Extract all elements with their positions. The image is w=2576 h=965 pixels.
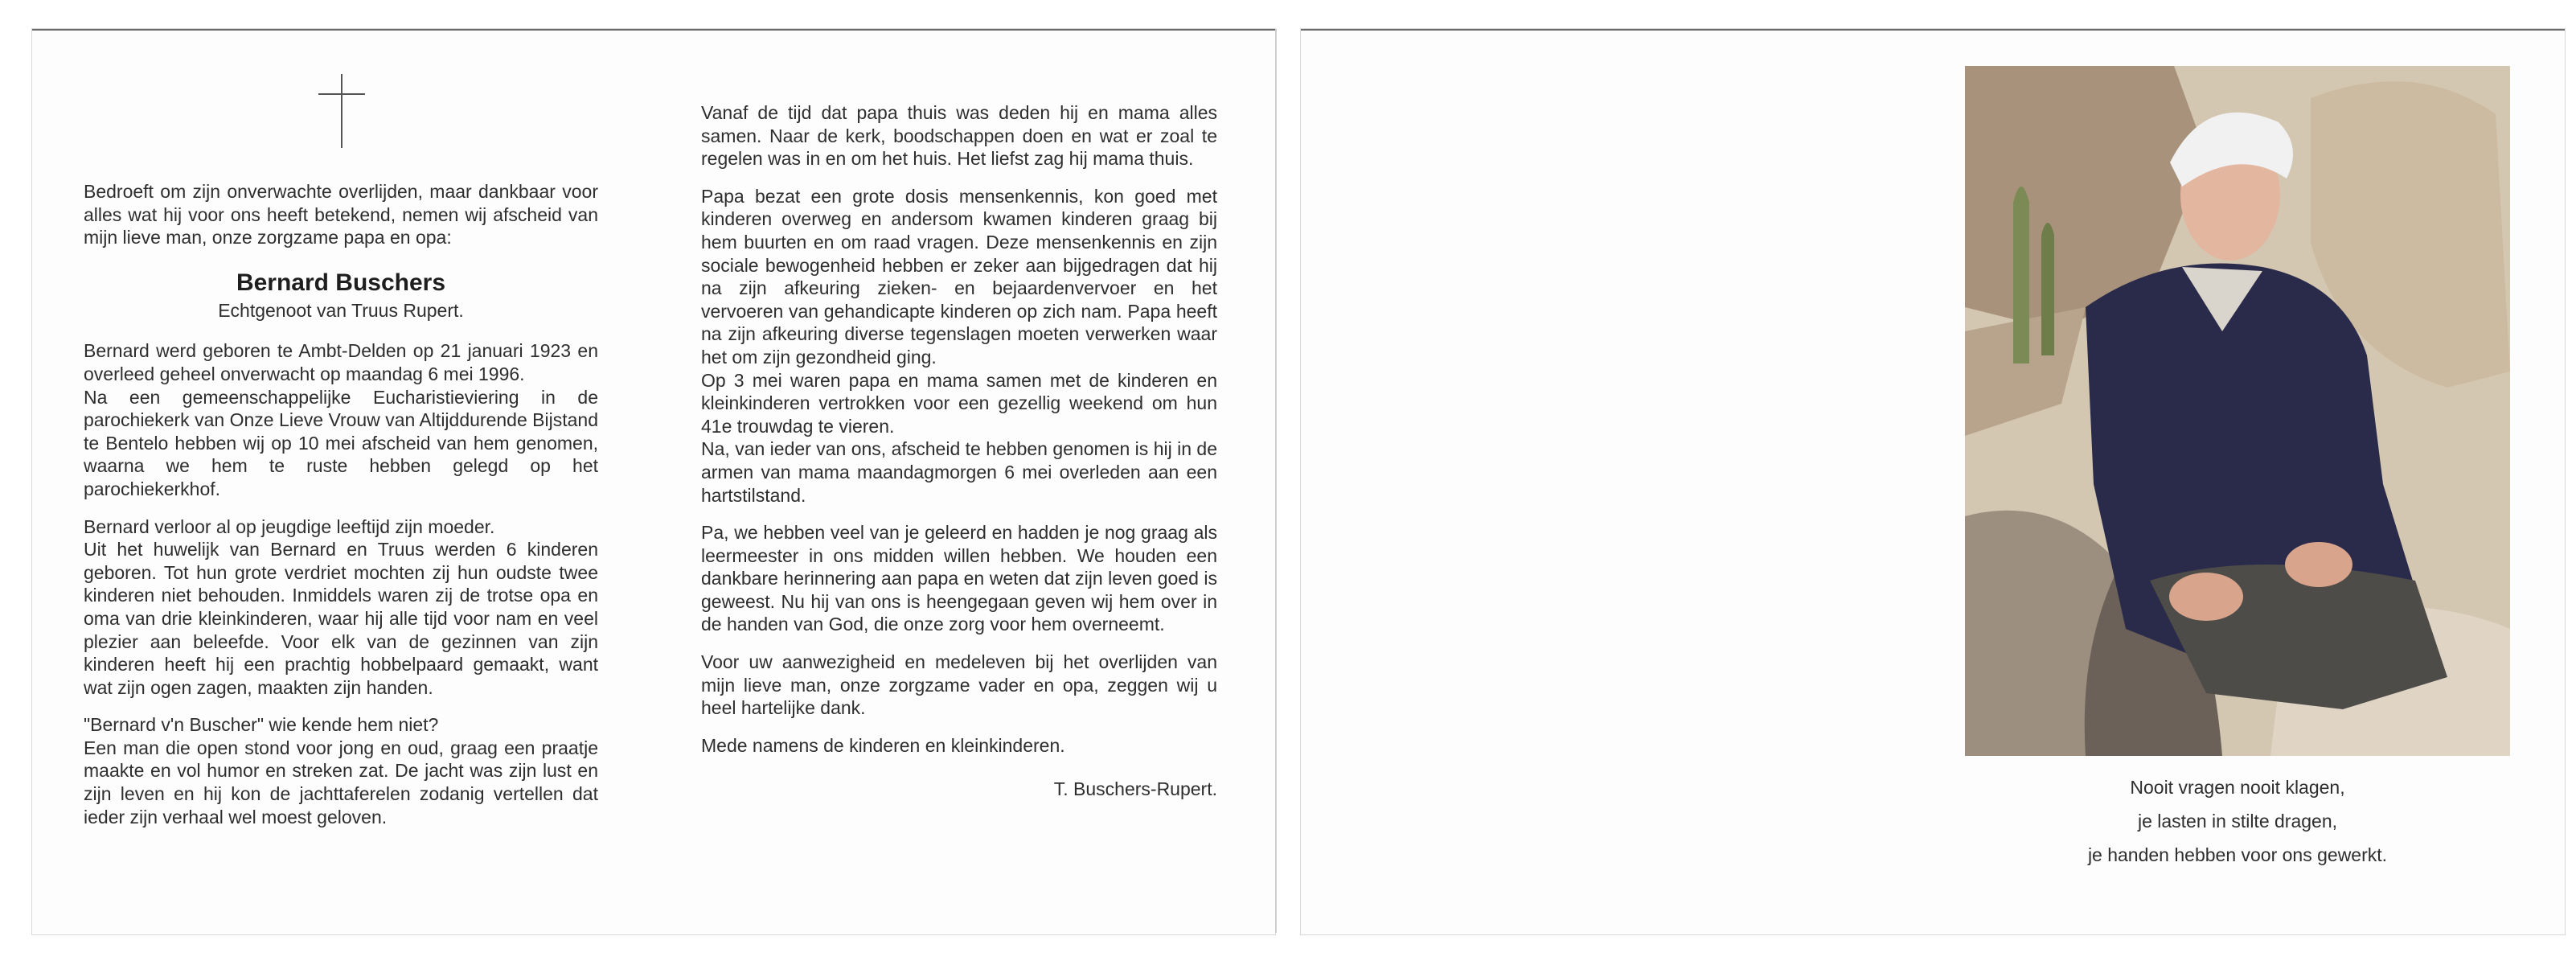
deceased-name: Bernard Buschers [236, 269, 446, 296]
funeral-paragraph: Na een gemeenschappelijke Eucharistieviering in de parochiekerk van Onze Lieve Vrouw van Altijddurende Bijstand te Bentelo hebben wij op 10 mei afscheid van hem genomen, waarna we hem te ruste hebben gelegd op het parochiekerkhof. [84, 386, 598, 499]
fold-shadow-left [1275, 29, 1277, 933]
verse-line-3: je handen hebben voor ons gewerkt. [2087, 844, 2388, 865]
verse-line-1: Nooit vragen nooit klagen, [2130, 777, 2345, 798]
home-paragraph: Vanaf de tijd dat papa thuis was deden hij en mama alles samen. Naar de kerk, boodschappen doen en wat er zoal te regelen was in en om het huis. Het liefst zag hij mama thuis. [701, 102, 1217, 170]
left-text-column [84, 180, 598, 843]
family-paragraph: Uit het huwelijk van Bernard en Truus werden 6 kinderen geboren. Tot hun grote verdriet mochten zij hun oudste twee kinderen niet behouden. Inmiddels waren zij de trotse opa en oma van drie kleinkinderen, waar hij alle tijd voor nam en veel plezier aan beleefde. Voor elk van de gezinnen van zijn kinderen heeft hij een prachtig hobbelpaard gemaakt, want wat zijn ogen zagen, maakten zijn handen. [84, 539, 598, 698]
farewell-paragraph: Pa, we hebben veel van je geleerd en hadden je nog graag als leermeester in ons midden willen hebben. We houden een dankbare herinnering aan papa en weten dat zijn leven goed is geweest. Nu hij van ons is heengegaan geven wij hem over in de handen van God, die onze zorg voor hem overneemt. [701, 522, 1217, 635]
on-behalf-line: Mede namens de kinderen en kleinkinderen. [701, 734, 1065, 756]
spouse-line: Echtgenoot van Truus Rupert. [218, 299, 464, 321]
weekend-paragraph: Op 3 mei waren papa en mama samen met de kinderen en kleinkinderen vertrokken voor een gezellig weekend om hun 41e trouwdag te vieren. [701, 369, 1217, 437]
signature: T. Buschers-Rupert. [1053, 778, 1217, 800]
nickname-paragraph: "Bernard v'n Buscher" wie kende hem niet? [84, 714, 439, 736]
intro-paragraph: Bedroeft om zijn onverwachte overlijden, maar dankbaar voor alles wat hij voor ons heeft betekend, nemen wij afscheid van mijn lieve man, onze zorgzame papa en opa: [84, 181, 598, 248]
verse-line-2: je lasten in stilte dragen, [2137, 811, 2338, 832]
cross-icon [318, 74, 365, 148]
youth-paragraph: Bernard verloor al op jeugdige leeftijd zijn moeder. [84, 515, 495, 537]
character-paragraph: Een man die open stond voor jong en oud, graag een praatje maakte en vol humor en streken zat. De jacht was zijn lust en zijn leven en hij kon de jachttaferelen zodanig vertellen dat ieder zijn verhaal wel moest geloven. [84, 737, 598, 827]
memorial-photo [1965, 66, 2510, 756]
death-paragraph: Na, van ieder van ons, afscheid te hebben genomen is hij in de armen van mama maandagmorgen 6 mei overleden aan een hartstilstand. [701, 438, 1217, 506]
thanks-paragraph: Voor uw aanwezigheid en medeleven bij het overlijden van mijn lieve man, onze zorgzame vader en opa, zeggen wij u heel hartelijke dank. [701, 651, 1217, 719]
knowledge-paragraph: Papa bezat een grote dosis mensenkennis, kon goed met kinderen overweg en andersom kwamen kinderen graag bij hem buurten en om raad vragen. Deze mensenkennis en zijn sociale bewogenheid hebben er zeker aan bijgedragen dat hij na zijn afkeuring zieken- en bejaardenvervoer en het vervoeren van gehandicapte kinderen op zich nam. Papa heeft na zijn afkeuring diverse tegenslagen moeten verwerken waar het om zijn gezondheid ging. [701, 185, 1217, 368]
birth-paragraph: Bernard werd geboren te Ambt-Delden op 21 januari 1923 en overleed geheel onverwacht op maandag 6 mei 1996. [84, 340, 598, 384]
right-text-column [701, 101, 1217, 815]
memorial-verse [1965, 770, 2510, 872]
